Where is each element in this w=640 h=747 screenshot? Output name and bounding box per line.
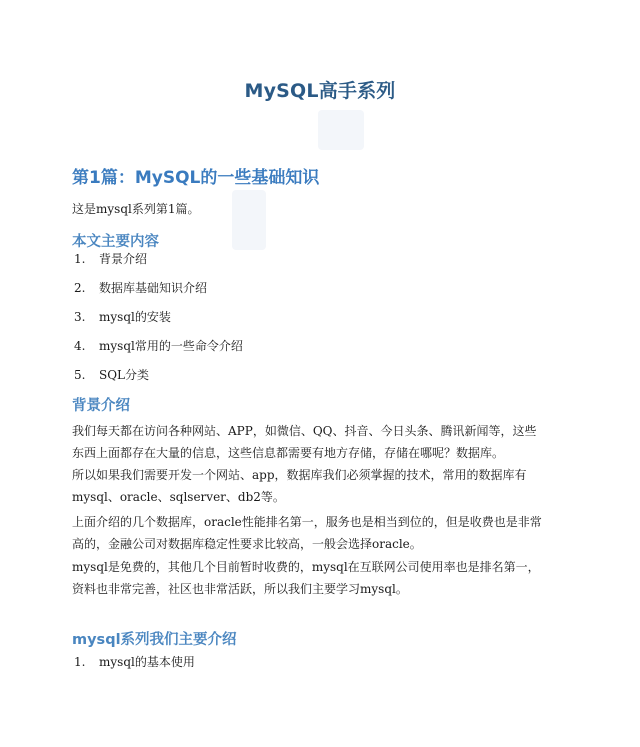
list-item-text: 数据库基础知识介绍: [99, 281, 208, 295]
main-topics-heading: mysql系列我们主要介绍: [72, 632, 237, 648]
document-title: MySQL高手系列: [244, 80, 396, 102]
list-item-text: SQL分类: [99, 368, 150, 382]
main-topics-list: [72, 654, 572, 683]
list-item-number: 3.: [74, 310, 86, 324]
paragraph-line: mysql是免费的，其他几个目前暂时收费的，mysql在互联网公司使用率也是排名第一，: [72, 560, 540, 574]
background-paragraph: [72, 511, 572, 555]
background-heading: 背景介绍: [72, 398, 130, 414]
list-item-number: 2.: [74, 281, 86, 295]
paragraph-line: 资料也非常完善，社区也非常活跃，所以我们主要学习mysql。: [72, 582, 408, 596]
paragraph-line: 所以如果我们需要开发一个网站、app，数据库我们必须掌握的技术，常用的数据库有: [72, 468, 527, 482]
intro-text: 这是mysql系列第1篇。: [72, 202, 200, 216]
list-item-number: 1.: [74, 655, 86, 669]
paragraph-line: 上面介绍的几个数据库，oracle性能排名第一，服务也是相当到位的，但是收费也是非常: [72, 515, 542, 529]
list-item: [72, 309, 572, 338]
list-item-number: 1.: [74, 252, 86, 266]
contents-list: [72, 251, 572, 396]
chapter-heading: 第1篇：MySQL的一些基础知识: [72, 168, 320, 188]
paragraph-line: 东西上面都存在大量的信息，这些信息都需要有地方存储，存储在哪呢？数据库。: [72, 446, 505, 460]
list-item: [72, 654, 572, 683]
paragraph-line: 高的，金融公司对数据库稳定性要求比较高，一般会选择oracle。: [72, 537, 422, 551]
list-item: [72, 251, 572, 280]
list-item-text: mysql的基本使用: [99, 655, 195, 669]
watermark: [318, 110, 364, 150]
background-paragraph: [72, 556, 572, 600]
background-paragraph: [72, 464, 572, 508]
list-item: [72, 280, 572, 309]
list-item-text: mysql常用的一些命令介绍: [99, 339, 243, 353]
list-item-number: 4.: [74, 339, 86, 353]
contents-heading: 本文主要内容: [72, 234, 159, 250]
background-paragraph: [72, 420, 572, 464]
paragraph-line: mysql、oracle、sqlserver、db2等。: [72, 490, 285, 504]
list-item-text: mysql的安装: [99, 310, 171, 324]
list-item: [72, 338, 572, 367]
list-item-number: 5.: [74, 368, 86, 382]
list-item-text: 背景介绍: [99, 252, 148, 266]
list-item: [72, 367, 572, 396]
paragraph-line: 我们每天都在访问各种网站、APP，如微信、QQ、抖音、今日头条、腾讯新闻等，这些: [72, 424, 537, 438]
